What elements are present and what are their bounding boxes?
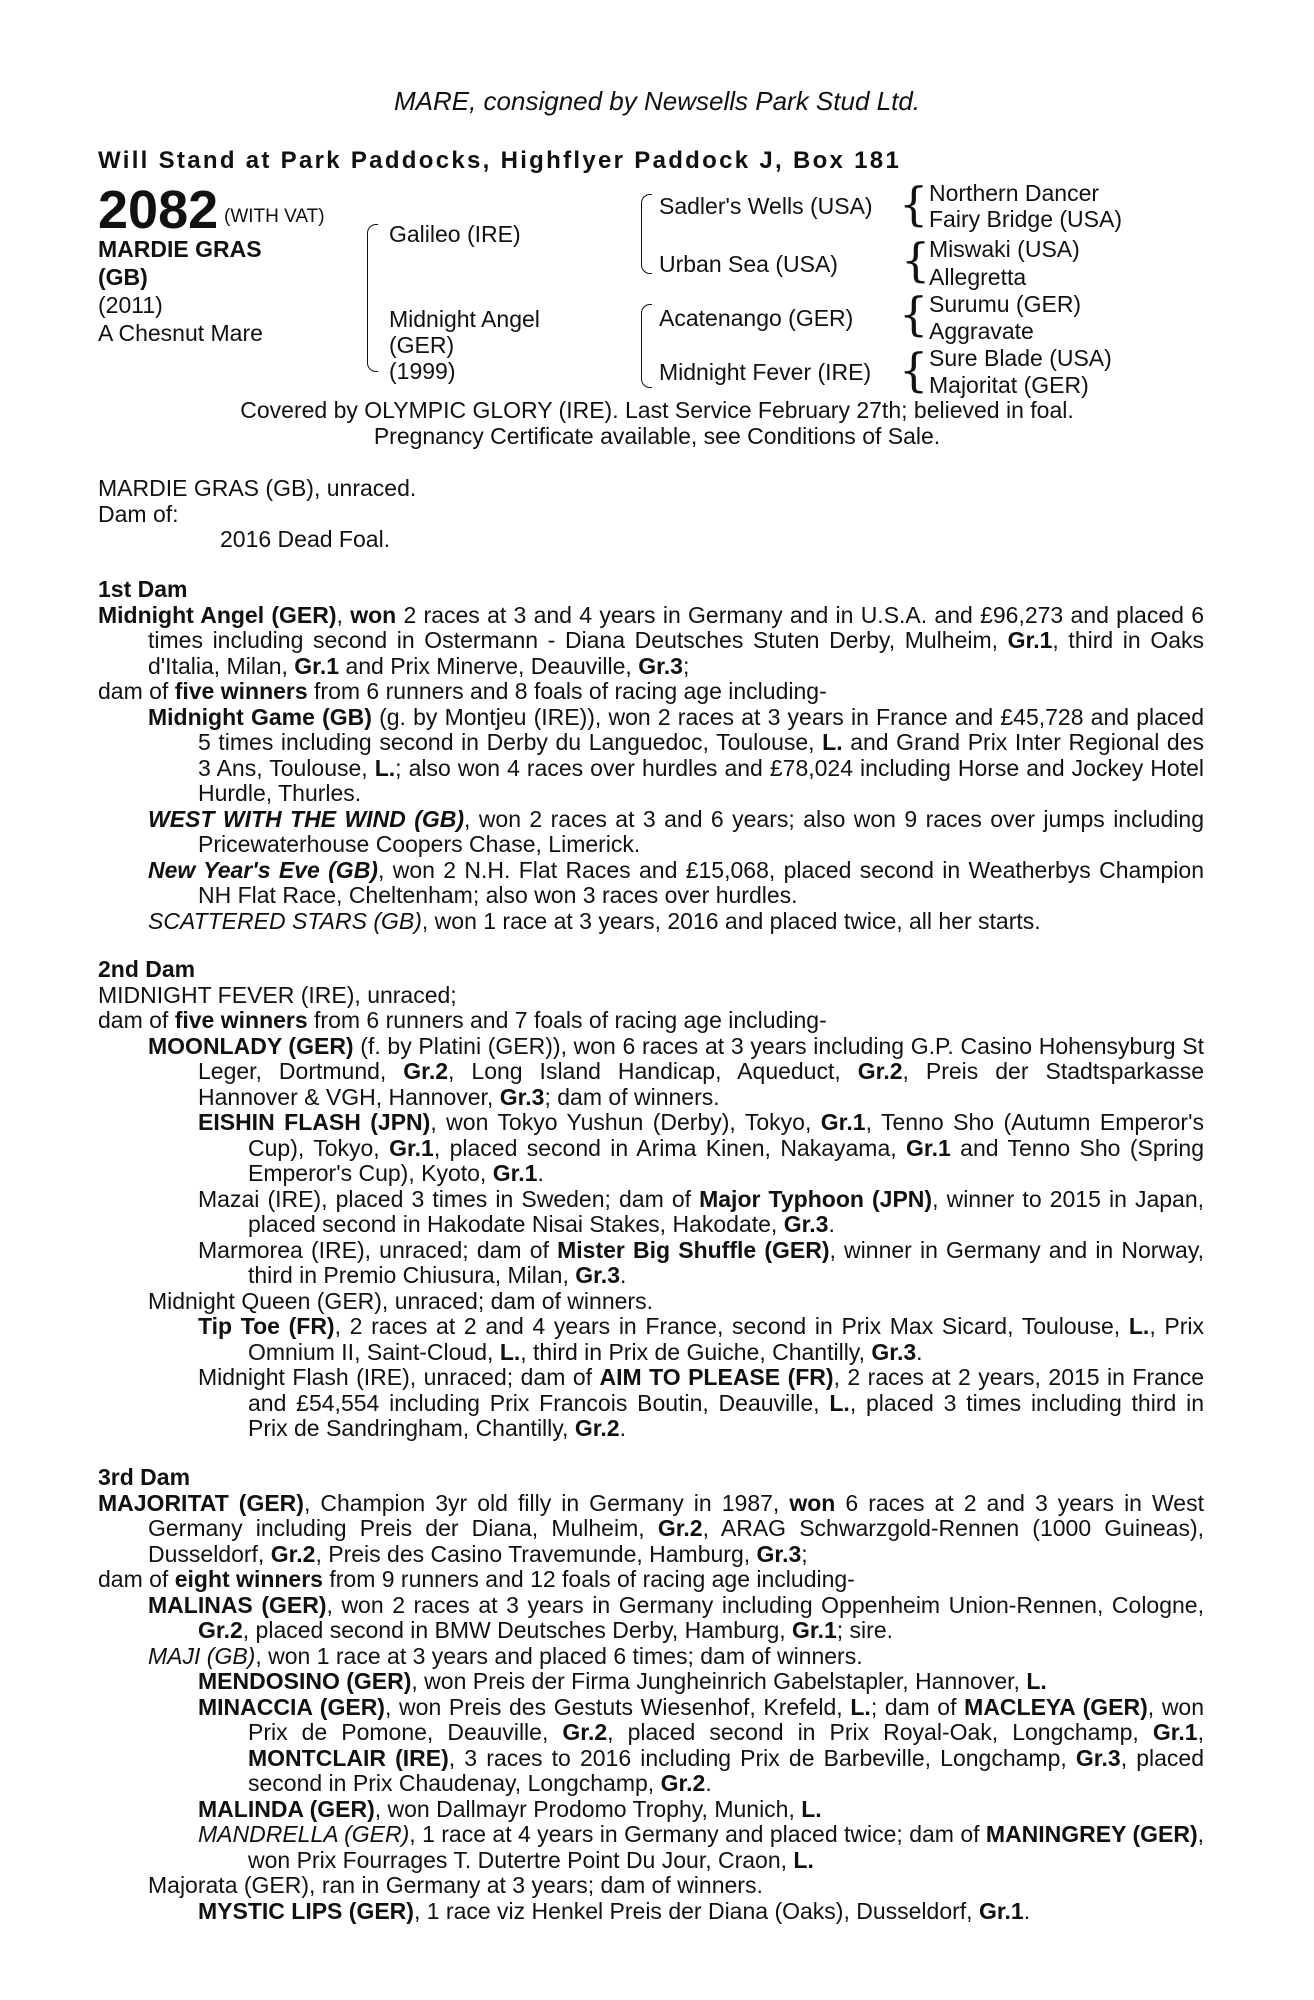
text-run: Gr.3 [638, 652, 683, 679]
text-run: won [350, 601, 397, 628]
pedigree-bracket-gen1 [367, 224, 378, 372]
text-run: Gr.1 [792, 1617, 837, 1643]
text-run: , ARAG Schwarzgold-Rennen (1000 Guineas), Dusseldorf, [148, 1515, 1204, 1567]
text-run: MIDNIGHT FEVER (IRE), unraced; [98, 981, 457, 1008]
text-run: MAJORITAT (GER) [98, 1489, 304, 1516]
text-run: 2 races at 3 and 4 years in Germany and in U.S.A. and £96,273 and placed 6 times including second in Ostermann - Diana Deutsches Stuten Derby, Mulheim, [148, 601, 1204, 653]
text-run: , Long Island Handicap, Aqueduct, [448, 1058, 858, 1084]
pedigree-dam-line3: (1999) [389, 358, 456, 384]
pedigree-brace-4: { [899, 343, 929, 397]
pedigree-bracket-dam-side [641, 304, 652, 388]
first-dam-foal-3 [0, 858, 1314, 909]
text-run: . [537, 1160, 544, 1186]
text-run: Gr.2 [270, 1540, 316, 1567]
text-run: MINACCIA (GER) [198, 1693, 385, 1720]
text-run: from 9 runners and 12 foals of racing age including- [322, 1566, 855, 1592]
text-run: New Year's Eve (GB) [148, 856, 378, 883]
text-run: Gr.2 [403, 1058, 449, 1084]
text-run: , third in Oaks d'Italia, Milan, [148, 627, 1204, 679]
text-run: Gr.3 [1075, 1744, 1121, 1771]
text-run: from 6 runners and 8 foals of racing age including- [307, 678, 827, 704]
text-run: Gr.1 [906, 1134, 951, 1161]
text-run: Gr.2 [562, 1719, 608, 1745]
mare-block [0, 476, 1314, 553]
text-run: , won Preis des Gestuts Wiesenhof, Krefeld, [384, 1693, 851, 1720]
text-run: dam of [98, 1007, 175, 1033]
text-run: and Prix Minerve, Deauville, [339, 652, 639, 679]
text-run: Marmorea (IRE), unraced; dam of [198, 1236, 558, 1263]
third-dam-section [0, 1465, 1314, 1924]
text-run: , won Dallmayr Prodomo Trophy, Munich, [374, 1795, 802, 1822]
pedigree-brace-3: { [899, 287, 929, 341]
pedigree-brace-1: { [899, 177, 929, 231]
pedigree-sire-dam: Urban Sea (USA) [659, 251, 838, 277]
covered-block [0, 398, 1314, 449]
vat-label: (WITH VAT) [224, 206, 325, 227]
text-run: . [828, 1211, 835, 1237]
text-run: Gr.3 [783, 1211, 829, 1237]
text-run: , placed second in Arima Kinen, Nakayama, [433, 1134, 907, 1161]
covered-line: Covered by OLYMPIC GLORY (IRE). Last Service February 27th; believed in foal. [240, 397, 1074, 423]
text-run: , 3 races to 2016 including Prix de Barbeville, Longchamp, [448, 1744, 1076, 1771]
second-dam-grandfoal-1 [0, 1110, 1314, 1187]
text-run: , placed 3 times including third in Prix de Sandringham, Chantilly, [248, 1389, 1204, 1441]
text-run: MAJI (GB) [148, 1642, 256, 1669]
text-run: MALINAS (GER) [148, 1591, 327, 1618]
text-run: , 2 races at 2 years, 2015 in France and £54,554 including Prix Francois Boutin, Deauville, [248, 1364, 1204, 1416]
text-run: L. [499, 1338, 521, 1365]
text-run: Gr.1 [978, 1897, 1024, 1924]
pedigree-sd-dam: Allegretta [929, 264, 1027, 290]
text-run: eight winners [174, 1566, 323, 1592]
text-run: , winner to 2015 in Japan, placed second in Hakodate Nisai Stakes, Hakodate, [248, 1185, 1205, 1237]
text-run: MANINGREY (GER) [985, 1821, 1198, 1847]
text-run: ; dam of winners. [544, 1083, 720, 1110]
text-run: Gr.2 [660, 1770, 706, 1796]
text-run: , 2 races at 2 and 4 years in France, second in Prix Max Sicard, Toulouse, [334, 1313, 1129, 1339]
text-run: , won 2 races at 3 and 6 years; also won 9 races over jumps including Pricewaterhouse Coopers Chase, Limerick. [198, 805, 1204, 857]
pedigree-dd-dam: Majoritat (GER) [929, 372, 1089, 398]
text-run: AIM TO PLEASE (FR) [599, 1364, 834, 1390]
text-run: L. [793, 1846, 814, 1873]
pedigree-dam-dam: Midnight Fever (IRE) [659, 359, 872, 385]
pedigree-dam-sire: Acatenango (GER) [659, 305, 854, 331]
horse-country: (GB) [98, 264, 148, 290]
text-run: from 6 runners and 7 foals of racing age including- [307, 1007, 827, 1033]
consignor-line: MARE, consigned by Newsells Park Stud Ltd. [393, 86, 921, 116]
text-run: , third in Prix de Guiche, Chantilly, [520, 1338, 872, 1365]
horse-name: MARDIE GRAS [98, 236, 262, 262]
text-run: Mazai (IRE), placed 3 times in Sweden; dam of [198, 1185, 700, 1212]
third-dam-foal-1 [0, 1593, 1314, 1644]
text-run: Gr.3 [871, 1338, 917, 1365]
text-run: MALINDA (GER) [198, 1795, 375, 1822]
text-run: , won Tokyo Yushun (Derby), Tokyo, [430, 1109, 821, 1135]
text-run: ; sire. [836, 1617, 894, 1643]
text-run: Gr.1 [389, 1134, 434, 1161]
text-run: and Tenno Sho (Spring Emperor's Cup), Kyoto, [248, 1134, 1204, 1186]
text-run: Gr.1 [492, 1160, 538, 1186]
text-run: WEST WITH THE WIND (GB) [148, 805, 465, 832]
text-run: and Grand Prix Inter Regional des 3 Ans, Toulouse, [198, 729, 1204, 781]
first-dam-record [0, 603, 1314, 680]
produce-record: 2016 Dead Foal. [220, 526, 391, 552]
third-dam-record [0, 1491, 1314, 1568]
pedigree-ds-sire: Surumu (GER) [929, 291, 1082, 317]
text-run: Midnight Flash (IRE), unraced; dam of [198, 1364, 600, 1390]
third-dam-grandfoal-1 [0, 1669, 1314, 1695]
text-run: L. [374, 754, 396, 781]
text-run: , won Prix Fourrages T. Dutertre Point Du Jour, Craon, [248, 1821, 1204, 1873]
text-run: ; [801, 1540, 808, 1567]
text-run: five winners [174, 1007, 308, 1033]
text-run: five winners [174, 678, 308, 704]
second-dam-grandfoal-4 [0, 1314, 1314, 1365]
text-run: Gr.2 [198, 1617, 243, 1643]
pregnancy-line: Pregnancy Certificate available, see Conditions of Sale. [373, 422, 941, 449]
third-dam-heading: 3rd Dam [98, 1464, 191, 1490]
second-dam-produce-summary [0, 1008, 1314, 1034]
text-run: Gr.1 [820, 1109, 866, 1135]
text-run: , won Prix de Pomone, Deauville, [248, 1693, 1205, 1745]
text-run: L. [801, 1795, 822, 1822]
text-run: , placed second in Prix Chaudenay, Longchamp, [248, 1744, 1204, 1796]
text-run: Gr.2 [574, 1415, 620, 1441]
second-dam-grandfoal-5 [0, 1365, 1314, 1442]
text-run: Midnight Game (GB) [148, 703, 372, 730]
text-run: , Preis der Stadtsparkasse Hannover & VGH, Hannover, [198, 1058, 1205, 1110]
text-run: ; dam of [870, 1693, 965, 1720]
text-run: , Prix Omnium II, Saint-Cloud, [248, 1313, 1205, 1365]
text-run: Majorata (GER), ran in Germany at 3 years; dam of winners. [148, 1872, 763, 1898]
text-run: , [336, 601, 351, 628]
text-run: L. [822, 729, 843, 755]
pedigree-brace-2: { [901, 233, 931, 287]
text-run: MENDOSINO (GER) [198, 1668, 412, 1694]
lot-number: 2082 [98, 180, 219, 240]
first-dam-produce-summary [0, 679, 1314, 705]
pedigree-dd-sire: Sure Blade (USA) [929, 345, 1112, 371]
text-run: EISHIN FLASH (JPN) [198, 1109, 431, 1135]
text-run: ; [682, 652, 690, 679]
first-dam-heading: 1st Dam [98, 576, 188, 602]
pedigree-dam-line1: Midnight Angel [389, 306, 540, 332]
text-run: , won 1 race at 3 years and placed 6 times; dam of winners. [255, 1642, 863, 1669]
first-dam-foal-2 [0, 807, 1314, 858]
first-dam-foal-4 [0, 909, 1314, 935]
text-run: SCATTERED STARS (GB) [148, 907, 422, 934]
text-run: . [619, 1415, 626, 1441]
third-dam-foal-3 [0, 1873, 1314, 1899]
text-run: , winner in Germany and in Norway, third in Premio Chiusura, Milan, [248, 1236, 1205, 1288]
first-dam-foal-1 [0, 705, 1314, 807]
text-run: , placed second in Prix Royal-Oak, Longchamp, [607, 1719, 1153, 1745]
text-run: Gr.3 [756, 1540, 802, 1567]
text-run: MANDRELLA (GER) [198, 1821, 410, 1847]
text-run: L. [829, 1389, 850, 1416]
text-run: , won 1 race at 3 years, 2016 and placed twice, all her starts. [421, 907, 1041, 934]
text-run: , won 2 N.H. Flat Races and £15,068, placed second in Weatherbys Champion NH Flat Race, Cheltenham; also won 3 races over hurdles. [198, 856, 1204, 908]
third-dam-grandfoal-3 [0, 1797, 1314, 1823]
second-dam-section [0, 957, 1314, 1442]
text-run: , Preis des Casino Travemunde, Hamburg, [315, 1540, 757, 1567]
text-run: , [1197, 1719, 1204, 1745]
pedigree-ds-dam: Aggravate [929, 318, 1034, 344]
text-run: won [789, 1489, 836, 1516]
text-run: MONTCLAIR (IRE) [248, 1744, 449, 1771]
text-run: L. [850, 1693, 871, 1720]
text-run: Gr.1 [294, 652, 340, 679]
text-run: Mister Big Shuffle (GER) [557, 1236, 830, 1263]
third-dam-grandfoal-5 [0, 1899, 1314, 1925]
text-run: Tip Toe (FR) [198, 1313, 335, 1339]
dam-of-label: Dam of: [98, 500, 179, 527]
pedigree-dam-line2: (GER) [389, 332, 455, 358]
text-run: . [1023, 1897, 1031, 1924]
text-run: Gr.1 [1007, 627, 1053, 653]
text-run: L. [1026, 1668, 1047, 1694]
text-run: Gr.3 [499, 1083, 545, 1110]
text-run: , Tenno Sho (Autumn Emperor's Cup), Tokyo, [248, 1109, 1204, 1161]
text-run: , won Preis der Firma Jungheinrich Gabelstapler, Hannover, [411, 1668, 1027, 1694]
second-dam-grandfoal-2 [0, 1187, 1314, 1238]
text-run: Gr.2 [657, 1515, 703, 1541]
second-dam-foal-2 [0, 1289, 1314, 1315]
horse-description: A Chesnut Mare [98, 320, 263, 346]
third-dam-grandfoal-4 [0, 1822, 1314, 1873]
text-run: (f. by Platini (GER)), won 6 races at 3 years including G.P. Casino Hohensyburg St Leger, Dortmund, [198, 1032, 1204, 1084]
mare-summary: MARDIE GRAS (GB), unraced. [98, 475, 417, 501]
second-dam-foal-1 [0, 1034, 1314, 1111]
text-run: MYSTIC LIPS (GER) [198, 1897, 414, 1924]
first-dam-section [0, 577, 1314, 934]
text-run: Gr.3 [575, 1262, 620, 1288]
text-run: . [705, 1770, 712, 1796]
text-run: Major Typhoon (JPN) [699, 1185, 933, 1212]
pedigree-bracket-sire-side [641, 194, 652, 274]
text-run: L. [1128, 1313, 1150, 1339]
location-line: Will Stand at Park Paddocks, Highflyer Paddock J, Box 181 [98, 147, 902, 174]
text-run: ; also won 4 races over hurdles and £78,024 including Horse and Jockey Hotel Hurdle, Thurles. [198, 754, 1204, 806]
text-run: (g. by Montjeu (IRE)), won 2 races at 3 years in France and £45,728 and placed 5 times including second in Derby du Languedoc, Toulouse, [198, 703, 1205, 755]
pedigree-sire-sire: Sadler's Wells (USA) [659, 193, 873, 219]
second-dam-grandfoal-3 [0, 1238, 1314, 1289]
text-run: , Champion 3yr old filly in Germany in 1987, [303, 1489, 790, 1516]
text-run: , 1 race at 4 years in Germany and placed twice; dam of [409, 1821, 986, 1847]
pedigree-sd-sire: Miswaki (USA) [929, 236, 1080, 262]
third-dam-foal-2 [0, 1644, 1314, 1670]
text-run: , 1 race viz Henkel Preis der Diana (Oaks), Dusseldorf, [413, 1897, 979, 1924]
text-run: , placed second in BMW Deutsches Derby, Hamburg, [242, 1617, 793, 1643]
text-run: . [916, 1338, 923, 1365]
text-run: Midnight Queen (GER), unraced; dam of winners. [148, 1287, 653, 1314]
text-run: Gr.1 [1152, 1719, 1198, 1745]
text-run: MOONLADY (GER) [148, 1032, 354, 1059]
text-run: 6 races at 2 and 3 years in West Germany including Preis der Diana, Mulheim, [148, 1489, 1204, 1541]
text-run: . [620, 1262, 627, 1288]
pedigree-ss-sire: Northern Dancer [929, 180, 1100, 206]
second-dam-heading: 2nd Dam [98, 956, 196, 982]
text-run: Midnight Angel (GER) [98, 601, 337, 628]
text-run: Gr.2 [857, 1058, 903, 1084]
text-run: dam of [98, 1566, 175, 1592]
third-dam-grandfoal-2 [0, 1695, 1314, 1797]
pedigree-sire: Galileo (IRE) [389, 221, 521, 247]
third-dam-produce-summary [0, 1567, 1314, 1593]
text-run: dam of [98, 678, 175, 704]
text-run: , won 2 races at 3 years in Germany including Oppenheim Union-Rennen, Cologne, [326, 1591, 1204, 1618]
text-run: MACLEYA (GER) [964, 1693, 1148, 1720]
pedigree-ss-dam: Fairy Bridge (USA) [929, 206, 1122, 232]
horse-year: (2011) [98, 292, 163, 318]
second-dam-record [0, 983, 1314, 1009]
